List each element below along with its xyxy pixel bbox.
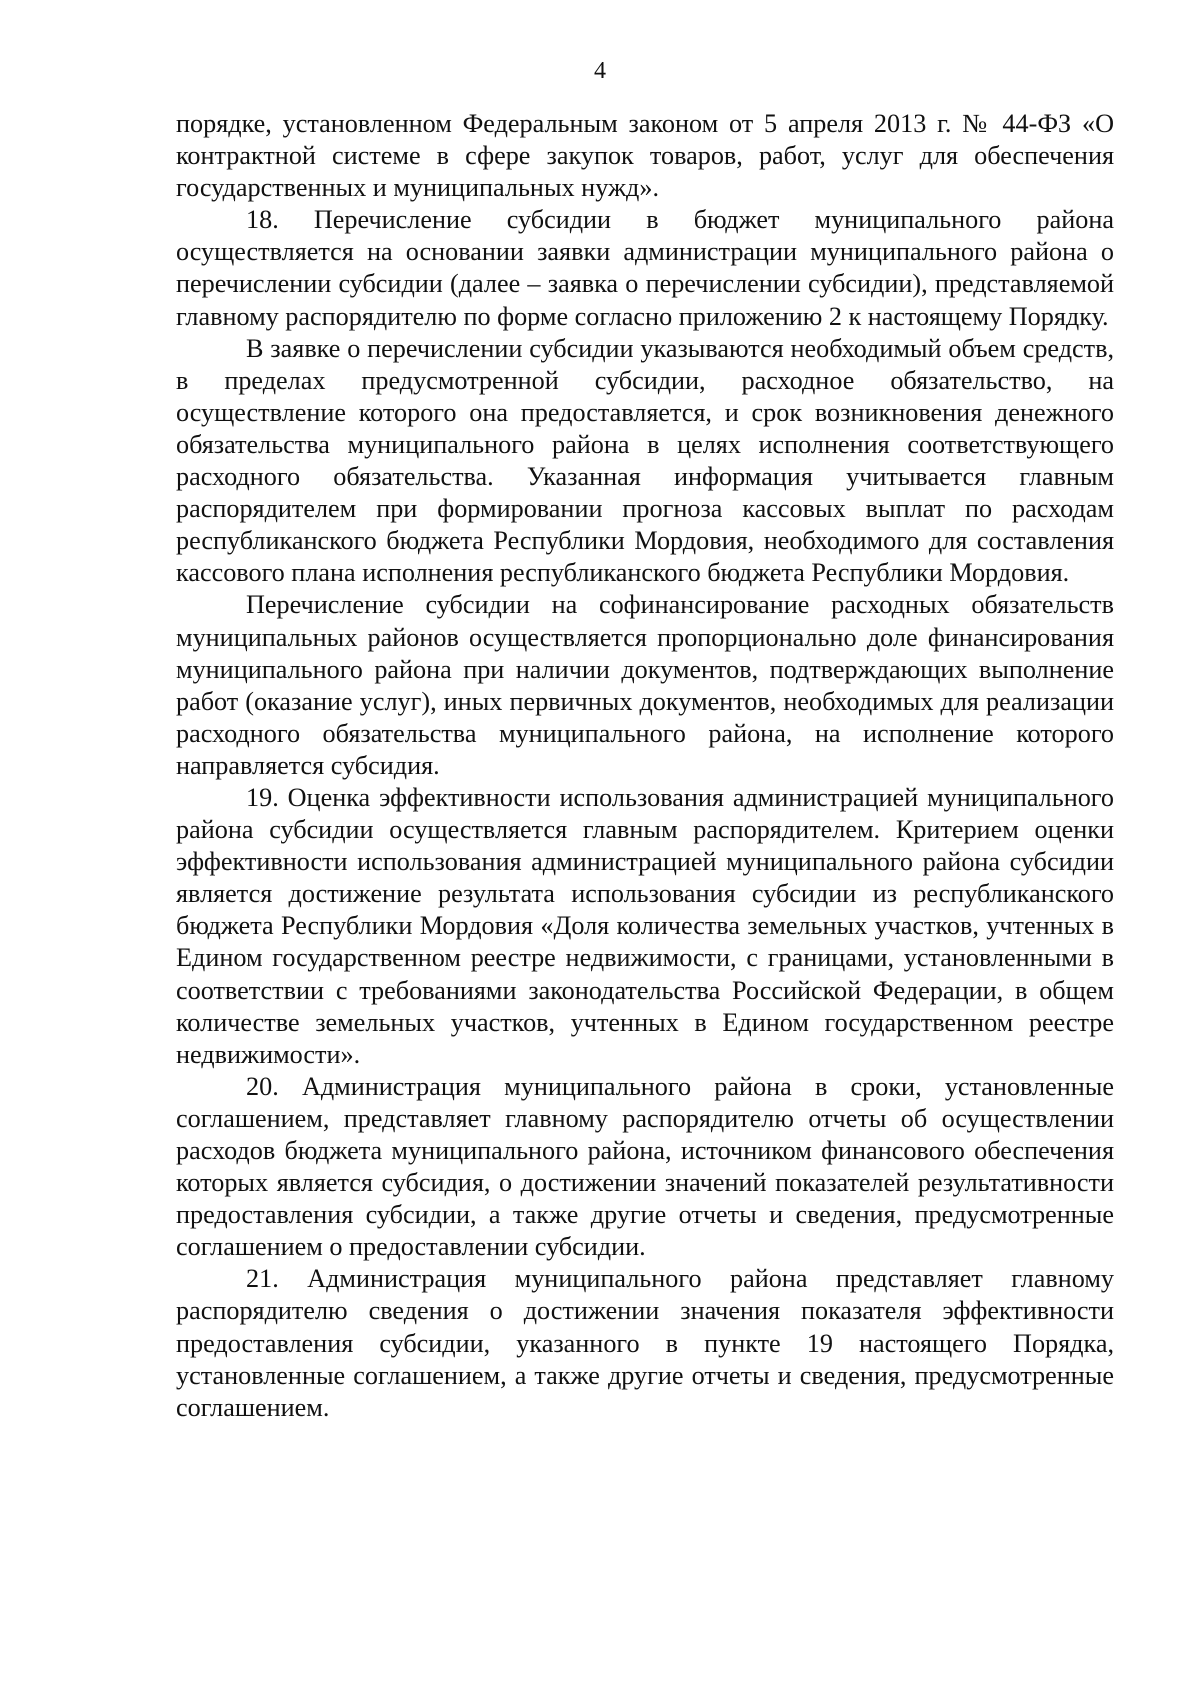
paragraph-cofinancing-transfer: Перечисление субсидии на софинансирование расходных обязательств муниципальных районов осуществляется пропорционально доле финансирования муниципального района при наличии документов, подтверждающих выполнение работ (оказание услуг), иных первичных документов, необходимых для реализации расходного обязательства муниципального района, на исполнение которого направляется субсидия. — [176, 590, 1114, 780]
paragraph-item-20: 20. Администрация муниципального района в сроки, установленные соглашением, представляет главному распорядителю отчеты об осуществлении расходов бюджета муниципального района, источником финансового обеспечения которых является субсидия, о достижении значений показателей результативности предоставления субсидии, а также другие отчеты и сведения, предусмотренные соглашением о предоставлении субсидии. — [176, 1071, 1114, 1262]
paragraph-continuation: порядке, установленном Федеральным законом от 5 апреля 2013 г. № 44-ФЗ «О контрактной системе в сфере закупок товаров, работ, услуг для обеспечения государственных и муниципальных нужд». — [176, 109, 1114, 203]
page-number: 4 — [594, 58, 606, 84]
paragraph-item-19: 19. Оценка эффективности использования администрацией муниципального района субсидии осуществляется главным распорядителем. Критерием оценки эффективности использования администрацией муниципального района субсидии является достижение результата использования субсидии из республиканского бюджета Республики Мордовия «Доля количества земельных участков, учтенных в Едином государственном реестре недвижимости, с границами, установленными в соответствии с требованиями законодательства Российской Федерации, в общем количестве земельных участков, учтенных в Едином государственном реестре недвижимости». — [176, 782, 1114, 1069]
document-body — [176, 108, 1114, 1424]
paragraph-application-contents: В заявке о перечислении субсидии указываются необходимый объем средств, в пределах предусмотренной субсидии, расходное обязательство, на осуществление которого она предоставляется, и срок возникновения денежного обязательства муниципального района в целях исполнения соответствующего расходного обязательства. Указанная информация учитывается главным распорядителем при формировании прогноза кассовых выплат по расходам республиканского бюджета Республики Мордовия, необходимого для составления кассового плана исполнения республиканского бюджета Республики Мордовия. — [176, 333, 1114, 588]
paragraph-item-18: 18. Перечисление субсидии в бюджет муниципального района осуществляется на основании заявки администрации муниципального района о перечислении субсидии (далее – заявка о перечислении субсидии), представляемой главному распорядителю по форме согласно приложению 2 к настоящему Порядку. — [176, 205, 1114, 331]
paragraph-item-21: 21. Администрация муниципального района представляет главному распорядителю сведения о достижении значения показателя эффективности предоставления субсидии, указанного в пункте 19 настоящего Порядка, установленные соглашением, а также другие отчеты и сведения, предусмотренные соглашением. — [176, 1264, 1114, 1422]
